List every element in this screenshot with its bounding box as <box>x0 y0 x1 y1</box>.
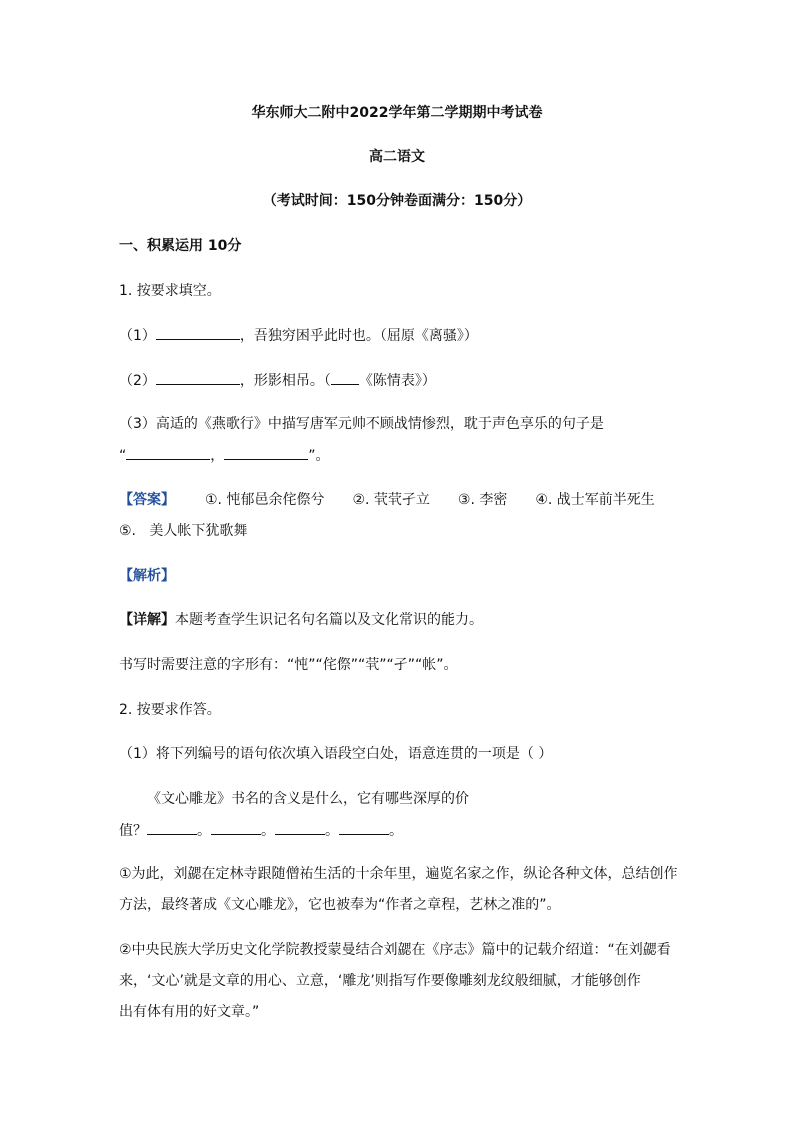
period: 。 <box>389 823 403 839</box>
section-heading: 一、积累运用 10分 <box>119 238 242 254</box>
detail-label: 【详解】 <box>119 612 175 628</box>
question-2-sub-1: （1）将下列编号的语句依次填入语段空白处，语意连贯的一项是（ ） <box>119 746 553 762</box>
detail-text: 本题考查学生识记名句名篇以及文化常识的能力。 <box>175 612 483 628</box>
question-2-stem: 2. 按要求作答。 <box>119 702 221 718</box>
question-1-part-1 <box>119 325 478 346</box>
close-quote: ”。 <box>308 448 330 464</box>
exam-subject: 高二语文 <box>369 149 425 165</box>
answer-line-2 <box>119 521 247 541</box>
answer-item: ①. 忳郁邑余侘傺兮 <box>205 492 325 508</box>
part-text: ，吾独穷困乎此时也。（屈原《离骚》） <box>239 328 478 344</box>
passage-blank[interactable] <box>339 820 389 835</box>
fill-blank[interactable] <box>156 370 240 385</box>
answer-line-1 <box>119 490 655 510</box>
option-2-line-1: ②中央民族大学历史文化学院教授蒙曼结合刘勰在《序志》篇中的记载介绍道：“在刘勰看 <box>119 942 671 958</box>
answer-label: 【答案】 <box>119 492 175 508</box>
note-line: 书写时需要注意的字形有：“忳”“侘傺”“茕”“孑”“帐”。 <box>119 657 458 673</box>
fill-blank[interactable] <box>156 325 240 340</box>
question-1-part-3: （3）高适的《燕歌行》中描写唐军元帅不顾战情惨烈，耽于声色享乐的句子是 <box>119 416 604 432</box>
passage-blank[interactable] <box>211 820 261 835</box>
part-number: （2） <box>119 373 156 389</box>
open-quote: “ <box>119 448 127 464</box>
passage-line-2 <box>119 820 403 841</box>
analysis-label: 【解析】 <box>119 568 175 584</box>
question-1-stem: 1. 按要求填空。 <box>119 283 221 299</box>
fill-blank[interactable] <box>224 445 308 460</box>
exam-info: （考试时间：150分钟卷面满分：150分） <box>262 193 532 209</box>
comma: ， <box>210 448 225 464</box>
part-number: （1） <box>119 328 156 344</box>
option-2-line-3: 出有体有用的好文章。” <box>119 1004 260 1020</box>
option-1-line-1: ①为此，刘勰在定林寺跟随僧祐生活的十余年里，遍览名家之作，纵论各种文体，总结创作 <box>119 866 678 882</box>
period: 。 <box>197 823 211 839</box>
part-text: ，形影相吊。（ <box>239 373 331 389</box>
passage-blank[interactable] <box>147 820 197 835</box>
passage-line-1: 《文心雕龙》书名的含义是什么，它有哪些深厚的价 <box>147 791 469 807</box>
answer-item: ④. 战士军前半死生 <box>535 492 655 508</box>
period: 。 <box>325 823 339 839</box>
answer-item: ③. 李密 <box>457 492 508 508</box>
passage-start: 值？ <box>119 823 147 839</box>
passage-blank[interactable] <box>275 820 325 835</box>
option-1-line-2: 方法，最终著成《文心雕龙》，它也被奉为“作者之章程，艺林之准的”。 <box>119 897 561 913</box>
period: 。 <box>261 823 275 839</box>
fill-blank-author[interactable] <box>331 370 359 385</box>
option-2-line-2: 来，‘文心’就是文章的用心、立意，‘雕龙’则指写作要像雕刻龙纹般细腻，才能够创作 <box>119 973 641 989</box>
answer-item: ⑤. 美人帐下犹歌舞 <box>119 523 248 539</box>
question-1-part-3-blanks <box>119 445 330 466</box>
detail-line <box>119 610 483 630</box>
exam-title: 华东师大二附中2022学年第二学期期中考试卷 <box>251 105 543 121</box>
question-1-part-2 <box>119 370 436 391</box>
answer-item: ②. 茕茕孑立 <box>352 492 430 508</box>
part-tail: 《陈情表》） <box>358 373 436 389</box>
fill-blank[interactable] <box>126 445 210 460</box>
